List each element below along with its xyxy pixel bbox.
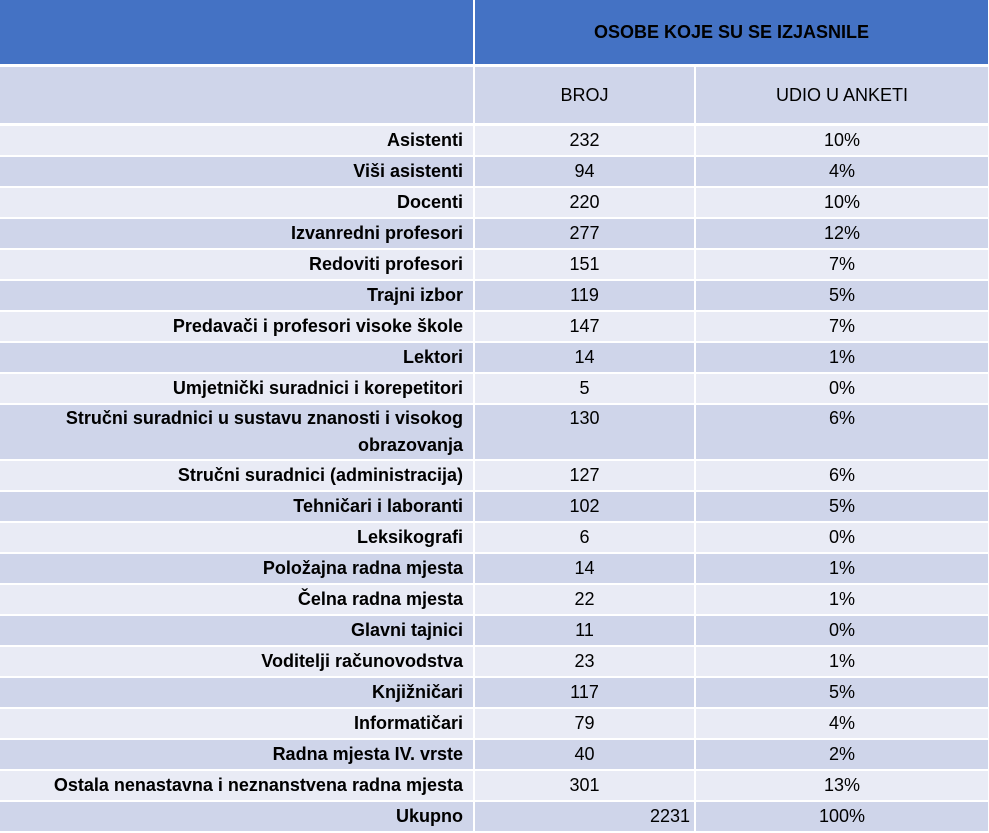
column-header-udio: UDIO U ANKETI [695, 66, 989, 125]
table-row [0, 739, 989, 770]
row-broj: 147 [474, 311, 695, 342]
row-udio: 4% [695, 708, 989, 739]
row-broj: 127 [474, 460, 695, 491]
row-udio: 5% [695, 280, 989, 311]
row-broj: 94 [474, 156, 695, 187]
row-udio: 10% [695, 187, 989, 218]
table-row [0, 311, 989, 342]
row-broj: 11 [474, 615, 695, 646]
row-label: Lektori [0, 342, 474, 373]
row-udio: 7% [695, 311, 989, 342]
row-broj: 79 [474, 708, 695, 739]
row-label: Viši asistenti [0, 156, 474, 187]
row-udio: 6% [695, 460, 989, 491]
row-label: Izvanredni profesori [0, 218, 474, 249]
table-row [0, 280, 989, 311]
header-row-title [0, 0, 989, 66]
row-udio: 2% [695, 739, 989, 770]
row-broj: 14 [474, 553, 695, 584]
row-label: Radna mjesta IV. vrste [0, 739, 474, 770]
row-label: Redoviti profesori [0, 249, 474, 280]
table-body [0, 125, 989, 833]
table-row [0, 646, 989, 677]
total-row [0, 801, 989, 832]
table-row [0, 553, 989, 584]
row-udio: 6% [695, 404, 989, 460]
table-row [0, 187, 989, 218]
total-label: Ukupno [0, 801, 474, 832]
row-broj: 23 [474, 646, 695, 677]
row-udio: 1% [695, 646, 989, 677]
row-label: Asistenti [0, 125, 474, 157]
table-row [0, 156, 989, 187]
table-row [0, 249, 989, 280]
row-broj: 22 [474, 584, 695, 615]
row-broj: 277 [474, 218, 695, 249]
row-udio: 10% [695, 125, 989, 157]
row-udio: 12% [695, 218, 989, 249]
row-broj: 14 [474, 342, 695, 373]
row-broj: 5 [474, 373, 695, 404]
table-row [0, 342, 989, 373]
row-udio: 0% [695, 615, 989, 646]
row-label: Tehničari i laboranti [0, 491, 474, 522]
total-broj: 2231 [474, 801, 695, 832]
row-broj: 151 [474, 249, 695, 280]
row-label: Ostala nenastavna i neznanstvena radna mjesta [0, 770, 474, 801]
table-row [0, 615, 989, 646]
row-label: Umjetnički suradnici i korepetitori [0, 373, 474, 404]
row-broj: 102 [474, 491, 695, 522]
row-label: Voditelji računovodstva [0, 646, 474, 677]
column-header-broj: BROJ [474, 66, 695, 125]
row-broj: 301 [474, 770, 695, 801]
row-label: Docenti [0, 187, 474, 218]
row-label: Stručni suradnici (administracija) [0, 460, 474, 491]
table-row [0, 460, 989, 491]
row-udio: 1% [695, 553, 989, 584]
row-label: Knjižničari [0, 677, 474, 708]
header-empty-cell [0, 0, 474, 66]
row-label: Čelna radna mjesta [0, 584, 474, 615]
row-udio: 4% [695, 156, 989, 187]
row-udio: 0% [695, 522, 989, 553]
row-label: Informatičari [0, 708, 474, 739]
table-row [0, 125, 989, 157]
table-row [0, 677, 989, 708]
row-label: Stručni suradnici u sustavu znanosti i visokog obrazovanja [0, 404, 474, 460]
row-broj: 117 [474, 677, 695, 708]
row-udio: 5% [695, 491, 989, 522]
table-row [0, 218, 989, 249]
table-row [0, 708, 989, 739]
row-label: Položajna radna mjesta [0, 553, 474, 584]
row-broj: 220 [474, 187, 695, 218]
row-label: Glavni tajnici [0, 615, 474, 646]
row-label: Predavači i profesori visoke škole [0, 311, 474, 342]
table-row [0, 373, 989, 404]
row-udio: 7% [695, 249, 989, 280]
row-udio: 13% [695, 770, 989, 801]
row-udio: 1% [695, 584, 989, 615]
row-broj: 130 [474, 404, 695, 460]
header-empty-cell [0, 66, 474, 125]
row-broj: 40 [474, 739, 695, 770]
row-udio: 5% [695, 677, 989, 708]
row-label: Leksikografi [0, 522, 474, 553]
table-row [0, 491, 989, 522]
row-udio: 1% [695, 342, 989, 373]
total-udio: 100% [695, 801, 989, 832]
row-broj: 6 [474, 522, 695, 553]
table-row [0, 404, 989, 460]
row-label: Trajni izbor [0, 280, 474, 311]
header-row-columns [0, 66, 989, 125]
row-udio: 0% [695, 373, 989, 404]
row-broj: 232 [474, 125, 695, 157]
table-row [0, 522, 989, 553]
table-row [0, 770, 989, 801]
row-broj: 119 [474, 280, 695, 311]
group-title: OSOBE KOJE SU SE IZJASNILE [474, 0, 989, 66]
table-row [0, 584, 989, 615]
